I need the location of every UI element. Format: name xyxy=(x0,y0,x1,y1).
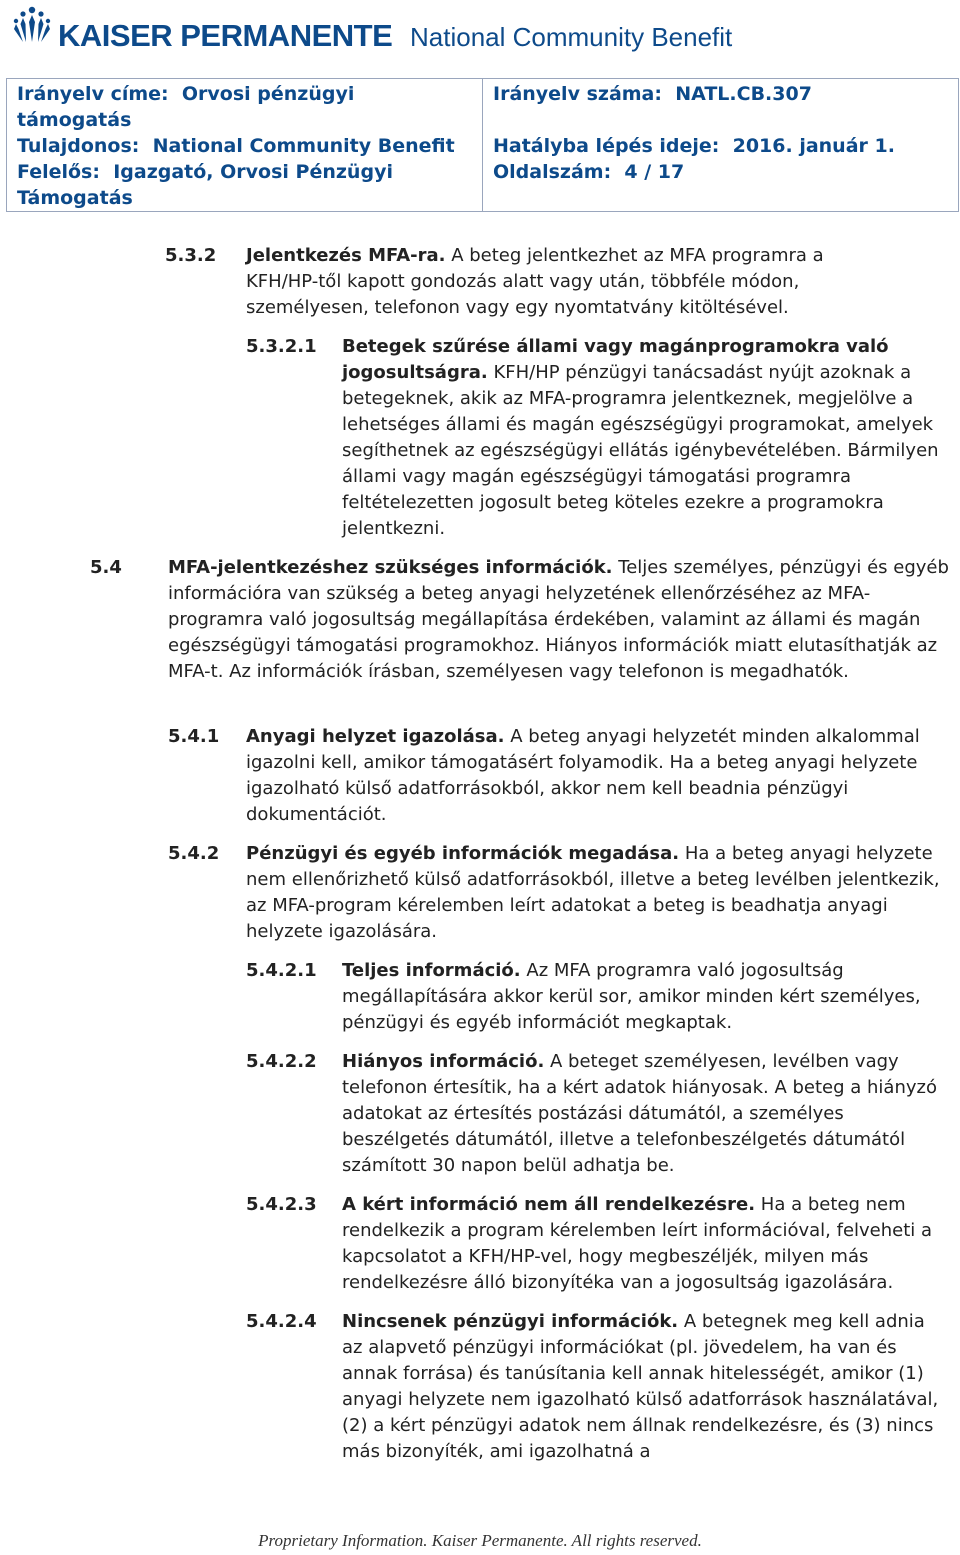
page-footer: Proprietary Information. Kaiser Permanente. All rights reserved. xyxy=(258,1531,702,1550)
effective-date-row xyxy=(493,133,950,159)
section-heading: Betegek szűrése állami vagy magánprogramokra való jogosultságra. xyxy=(342,336,889,383)
section-number: 5.4.2.3 xyxy=(246,1194,317,1215)
policy-title-value: Orvosi pénzügyi xyxy=(181,83,355,105)
section-heading: Anyagi helyzet igazolása. xyxy=(246,726,505,747)
responsible-row xyxy=(17,159,474,185)
section-text: KFH/HP pénzügyi tanácsadást nyújt azoknak a betegeknek, akik az MFA-programra jelentkeznek, megjelölve a lehetséges állami és magán egészségügyi programokat, amelyek segíthetnek az egészségügyi ellátás igénybevételében. Bármilyen állami vagy magán egészségügyi támogatási programra feltételezetten jogosult beteg köteles ezekre a programokra jelentkezni. xyxy=(342,362,939,539)
policy-title-value-cont: támogatás xyxy=(17,109,132,131)
owner-row xyxy=(17,133,474,159)
page-number-value: 4 / 17 xyxy=(624,161,685,183)
section-number: 5.3.2 xyxy=(165,245,217,266)
section-text: Az MFA programra való jogosultság megállapítására akkor kerül sor, amikor minden kért személyes, pénzügyi és egyéb információt megkaptak. xyxy=(342,960,921,1033)
section-5-4-2-1 xyxy=(342,958,952,1036)
page-number-label: Oldalszám: xyxy=(493,161,612,183)
section-5-4 xyxy=(168,555,953,685)
section-text: A betegnek meg kell adnia az alapvető pénzügyi információkat (pl. jövedelem, ha van és annak forrása) és tanúsítania kell annak hitelességét, amikor (1) anyagi helyzete nem igazolható külső adatforrások használatával, (2) a kért pénzügyi adatok nem állnak rendelkezésre, és (3) nincs más bizonyíték, ami igazolhatná a xyxy=(342,1311,939,1462)
effective-date-value: 2016. január 1. xyxy=(732,135,895,157)
section-heading: MFA-jelentkezéshez szükséges információk. xyxy=(168,557,613,578)
section-heading: Hiányos információ. xyxy=(342,1051,545,1072)
page-header xyxy=(12,2,952,62)
responsible-label: Felelős: xyxy=(17,161,100,183)
section-heading: A kért információ nem áll rendelkezésre. xyxy=(342,1194,756,1215)
policy-title-row xyxy=(17,81,474,107)
section-text: A beteget személyesen, levélben vagy telefonon értesítik, ha a kért adatok hiányosak. A beteg a hiányzó adatokat az értesítés postázási dátumától, a személyes beszélgetés dátumától, illetve a telefonbeszélgetés dátumától számított 30 napon belül adhatja be. xyxy=(342,1051,937,1176)
section-5-4-2 xyxy=(246,841,951,945)
meta-left-cell xyxy=(7,79,483,212)
section-number: 5.4.2 xyxy=(168,843,220,864)
section-text: A beteg anyagi helyzetét minden alkalommal igazolni kell, amikor támogatásért folyamodik. Ha a beteg anyagi helyzete igazolható külső adatforrásokból, akkor nem kell beadnia pénzügyi dokumentációt. xyxy=(246,726,920,825)
section-5-4-2-4 xyxy=(342,1309,947,1465)
policy-number-label: Irányelv száma: xyxy=(493,83,662,105)
policy-number-value: NATL.CB.307 xyxy=(675,83,812,105)
section-number: 5.4.2.4 xyxy=(246,1311,317,1332)
section-number: 5.4.1 xyxy=(168,726,220,747)
meta-right-cell xyxy=(483,79,959,212)
section-5-4-1 xyxy=(246,724,951,828)
section-heading: Jelentkezés MFA-ra. xyxy=(246,245,446,266)
section-text: Ha a beteg anyagi helyzete nem ellenőrizhető külső adatforrásokból, illetve a beteg levélben jelentkezik, az MFA-program kérelemben leírt adatokat a beteg is beadhatja anyagi helyzete igazolására. xyxy=(246,843,940,942)
header-title: National Community Benefit xyxy=(410,22,733,52)
section-number: 5.4.2.2 xyxy=(246,1051,317,1072)
section-heading: Pénzügyi és egyéb információk megadása. xyxy=(246,843,680,864)
policy-number-row xyxy=(493,81,950,107)
section-number: 5.4 xyxy=(90,557,122,578)
effective-date-label: Hatályba lépés ideje: xyxy=(493,135,720,157)
page-number-row xyxy=(493,159,950,185)
section-5-3-2-1 xyxy=(342,334,947,542)
section-5-4-2-2 xyxy=(342,1049,942,1179)
section-number: 5.3.2.1 xyxy=(246,336,317,357)
section-text: Ha a beteg nem rendelkezik a program kérelemben leírt információval, felveheti a kapcsolatot a KFH/HP-vel, hogy megbeszéljék, milyen más rendelkezésre álló bizonyítéka van a jogosultság igazolására. xyxy=(342,1194,933,1293)
logo-wordmark: KAISER PERMANENTE xyxy=(58,18,393,53)
section-text: Teljes személyes, pénzügyi és egyéb információra van szükség a beteg anyagi helyzetének ellenőrzéséhez az MFA-programra való jogosultság megállapítása érdekében, valamint az állami és magán egészségügyi támogatási programokhoz. Hiányos információk miatt elutasíthatják az MFA-t. Az információk írásban, személyesen vagy telefonon is megadhatók. xyxy=(168,557,949,682)
owner-label: Tulajdonos: xyxy=(17,135,140,157)
section-heading: Teljes információ. xyxy=(342,960,521,981)
section-5-3-2 xyxy=(246,243,886,321)
section-number: 5.4.2.1 xyxy=(246,960,317,981)
responsible-value: Igazgató, Orvosi Pénzügyi xyxy=(113,161,393,183)
responsible-value-cont: Támogatás xyxy=(17,187,133,209)
section-heading: Nincsenek pénzügyi információk. xyxy=(342,1311,679,1332)
section-text: A beteg jelentkezhet az MFA programra a KFH/HP-től kapott gondozás alatt vagy után, többféle módon, személyesen, telefonon vagy egy nyomtatvány kitöltésével. xyxy=(246,245,824,318)
policy-meta-table xyxy=(6,78,959,212)
section-5-4-2-3 xyxy=(342,1192,952,1296)
policy-title-label: Irányelv címe: xyxy=(17,83,169,105)
owner-value: National Community Benefit xyxy=(152,135,455,157)
